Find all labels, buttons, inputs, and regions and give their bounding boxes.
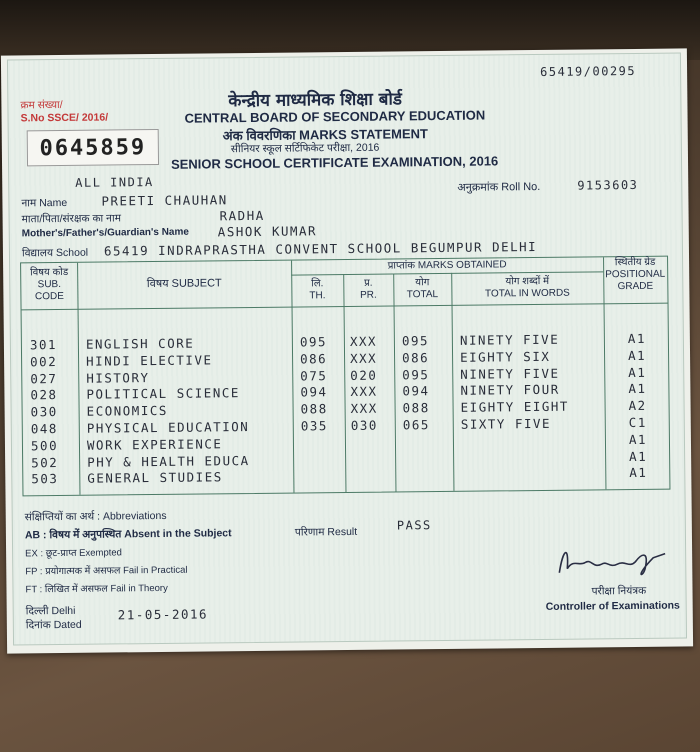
cell-grade: A1 <box>629 465 648 481</box>
delhi-label: दिल्ली Delhi <box>25 604 76 618</box>
abbr-exempted: EX : छूट-प्राप्त Exempted <box>25 547 122 560</box>
cell-code: 048 <box>30 421 58 437</box>
cell-total: 094 <box>402 383 430 399</box>
cell-subject: ECONOMICS <box>86 403 168 419</box>
abbr-fail-practical: FP : प्रयोगात्मक में असफल Fail in Practical <box>25 564 188 578</box>
roll-label: अनुक्रमांक Roll No. <box>457 180 541 194</box>
cell-pr: XXX <box>349 350 378 366</box>
header-practical: प्र. PR. <box>360 277 377 301</box>
header-marks-obtained: प्राप्तांक MARKS OBTAINED <box>387 259 507 272</box>
mother-name: RADHA <box>219 207 265 224</box>
abbreviations-title: संक्षिप्तियों का अर्थ : Abbreviations <box>24 509 167 524</box>
cell-th: 088 <box>300 401 328 417</box>
all-india: ALL INDIA <box>75 175 154 190</box>
kramank-label: क्रम संख्या/ <box>20 98 63 112</box>
sno-label: S.No SSCE/ 2016/ <box>20 111 109 125</box>
name-label: नाम Name <box>21 196 68 210</box>
cell-subject: PHY & HEALTH EDUCA <box>87 452 250 470</box>
header-theory: लि. TH. <box>309 278 326 302</box>
result-label: परिणाम Result <box>294 525 358 539</box>
cell-th: 086 <box>300 351 328 367</box>
cell-code: 301 <box>29 337 58 353</box>
cell-code: 503 <box>31 471 59 487</box>
cell-grade: A1 <box>629 448 648 464</box>
cell-words: NINETY FOUR <box>460 382 560 399</box>
header-grade: स्थितीय ग्रेड POSITIONAL GRADE <box>605 256 666 293</box>
serial-number: 0645859 <box>27 129 159 166</box>
cell-subject: PHYSICAL EDUCATION <box>86 419 250 436</box>
cell-th: 035 <box>300 418 328 434</box>
cell-code: 030 <box>30 404 58 420</box>
cell-subject: WORK EXPERIENCE <box>86 436 223 453</box>
roll-number: 9153603 <box>577 177 639 193</box>
controller-hindi: परीक्षा नियंत्रक <box>591 584 647 598</box>
cell-grade: A1 <box>627 347 647 363</box>
abbr-absent: AB : विषय में अनुपस्थित Absent in the Subject <box>24 527 232 542</box>
parent-label-hindi: माता/पिता/संरक्षक का नाम <box>21 212 122 226</box>
cell-th: 095 <box>299 334 328 350</box>
marks-statement-paper <box>1 48 693 653</box>
header-subject: विषय SUBJECT <box>146 277 222 291</box>
marks-statement-title: अंक विवरणिका MARKS STATEMENT <box>222 126 428 144</box>
cell-code: 028 <box>30 387 58 403</box>
cell-th: 075 <box>300 367 328 384</box>
serial-top: 65419/00295 <box>540 63 637 79</box>
cell-total: 065 <box>402 417 430 433</box>
parent-label-english: Mother's/Father's/Guardian's Name <box>21 226 189 240</box>
cell-grade: A1 <box>628 364 647 380</box>
cell-grade: A1 <box>627 330 647 347</box>
cell-grade: A1 <box>628 381 647 397</box>
cell-pr: XXX <box>350 400 378 417</box>
cell-grade: A1 <box>628 431 648 447</box>
cell-pr: 020 <box>350 367 378 383</box>
cell-total: 095 <box>402 366 430 383</box>
cell-words: NINETY FIVE <box>460 365 560 382</box>
cell-subject: POLITICAL SCIENCE <box>86 385 240 403</box>
cell-grade: A2 <box>628 398 647 414</box>
cell-subject: ENGLISH CORE <box>85 335 195 352</box>
controller-english: Controller of Examinations <box>545 599 680 613</box>
header-total-words: योग शब्दों में TOTAL IN WORDS <box>484 275 570 300</box>
board-english: CENTRAL BOARD OF SECONDARY EDUCATION <box>184 107 486 126</box>
cell-words: EIGHTY EIGHT <box>460 398 569 416</box>
cell-subject: GENERAL STUDIES <box>87 469 223 487</box>
school-name: 65419 INDRAPRASTHA CONVENT SCHOOL BEGUMPUR DELHI <box>103 239 538 259</box>
cell-words: NINETY FIVE <box>459 331 560 348</box>
cell-pr: XXX <box>349 333 378 349</box>
student-name: PREETI CHAUHAN <box>101 192 228 209</box>
dated-label: दिनांक Dated <box>25 618 82 632</box>
cell-pr: 030 <box>350 417 378 433</box>
cell-total: 086 <box>401 349 430 366</box>
controller-signature <box>553 538 673 583</box>
cell-grade: C1 <box>628 414 647 431</box>
cell-code: 500 <box>30 437 59 454</box>
exam-hindi: सीनियर स्कूल सर्टिफिकेट परीक्षा, 2016 <box>230 141 380 156</box>
cell-subject: HISTORY <box>86 369 150 386</box>
school-label: विद्यालय School <box>21 246 89 260</box>
cell-subject: HINDI ELECTIVE <box>86 352 213 369</box>
marks-statement-card <box>7 52 687 645</box>
cell-total: 088 <box>402 400 430 416</box>
cell-code: 002 <box>30 353 58 370</box>
cell-total: 095 <box>401 333 430 349</box>
result-value: PASS <box>396 518 432 533</box>
cell-code: 502 <box>31 454 59 470</box>
board-hindi: केन्द्रीय माध्यमिक शिक्षा बोर्ड <box>228 89 403 112</box>
abbr-fail-theory: FT : लिखित में असफल Fail in Theory <box>25 582 168 596</box>
cell-code: 027 <box>30 370 58 386</box>
cell-th: 094 <box>300 384 328 400</box>
father-name: ASHOK KUMAR <box>217 223 318 240</box>
issue-date: 21-05-2016 <box>117 606 209 623</box>
header-code: विषय कोड SUB. CODE <box>30 266 69 303</box>
exam-english: SENIOR SCHOOL CERTIFICATE EXAMINATION, 2016 <box>170 153 499 172</box>
header-total: योग TOTAL <box>406 277 439 301</box>
cell-words: EIGHTY SIX <box>459 348 551 365</box>
cell-pr: XXX <box>350 384 378 400</box>
cell-words: SIXTY FIVE <box>460 415 552 432</box>
marks-table <box>20 256 670 497</box>
